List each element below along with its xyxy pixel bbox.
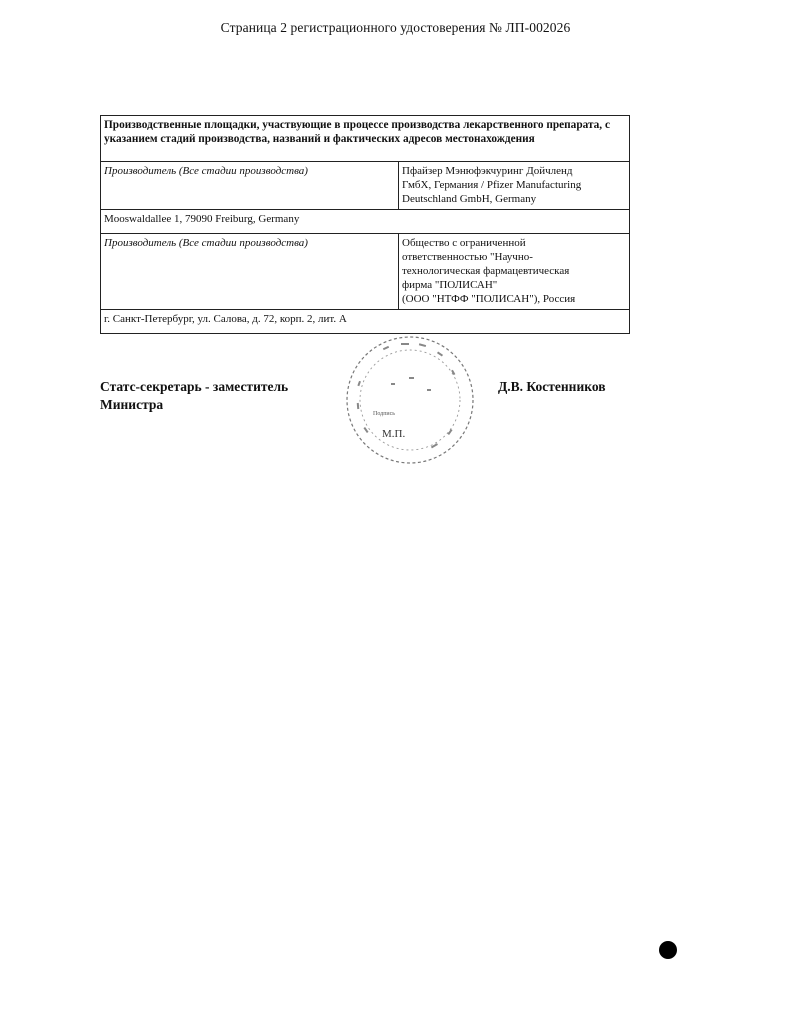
page-marker-dot	[659, 941, 677, 959]
official-seal-stamp	[343, 333, 477, 467]
position-line: Статс-секретарь - заместитель	[100, 379, 289, 394]
name-line: ответственностью "Научно-	[402, 251, 533, 263]
table-row	[101, 210, 630, 234]
name-line: Пфайзер Мэнюфэкчуринг Дойчленд	[402, 165, 573, 177]
position-line: Министра	[100, 397, 164, 412]
name-line: технологическая фармацевтическая	[402, 265, 570, 277]
table-row	[101, 310, 630, 334]
manufacturer-role: Производитель (Все стадии производства)	[101, 234, 399, 310]
manufacturer-name	[399, 234, 630, 310]
name-line: Общество с ограниченной	[402, 237, 526, 249]
table-row	[101, 162, 630, 210]
name-line: (ООО "НТФФ "ПОЛИСАН"), Россия	[402, 293, 576, 305]
signatory-position	[100, 378, 330, 414]
manufacturer-name	[399, 162, 630, 210]
table-heading-row	[101, 116, 630, 162]
name-line: ГмбХ, Германия / Pfizer Manufacturing	[402, 179, 582, 191]
signatory-name: Д.В. Костенников	[498, 379, 606, 394]
table-heading: Производственные площадки, участвующие в процессе производства лекарственного препарата, с указанием стадий производства, названий и фактических адресов местонахождения	[101, 116, 630, 162]
name-line: Deutschland GmbH, Germany	[402, 193, 537, 205]
production-sites-table	[100, 115, 630, 334]
manufacturer-role: Производитель (Все стадии производства)	[101, 162, 399, 210]
table-row	[101, 234, 630, 310]
stamp-label: М.П.	[382, 428, 406, 440]
manufacturer-address: г. Санкт-Петербург, ул. Салова, д. 72, корп. 2, лит. А	[101, 310, 630, 334]
name-line: фирма "ПОЛИСАН"	[402, 279, 498, 291]
stamp-text: Подпись	[373, 411, 396, 417]
manufacturer-address: Mooswaldallee 1, 79090 Freiburg, Germany	[101, 210, 630, 234]
page-title: Страница 2 регистрационного удостоверения № ЛП-002026	[220, 20, 571, 35]
